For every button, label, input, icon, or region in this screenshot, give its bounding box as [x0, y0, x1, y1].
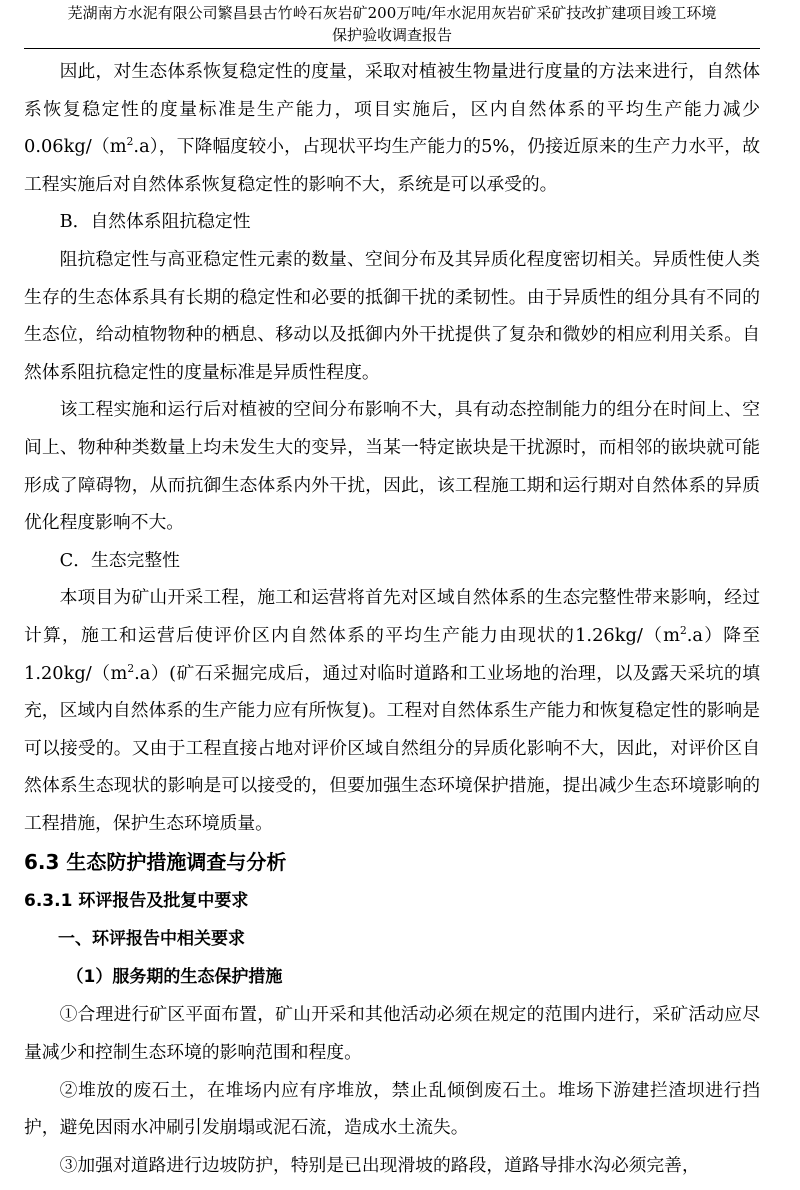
document-page — [24, 0, 760, 1184]
header-title-line1: 芜湖南方水泥有限公司繁昌县古竹岭石灰岩矿200万吨/年水泥用灰岩矿采矿技改扩建项目竣工环境 — [67, 4, 717, 22]
section-heading-6-3: 6.3 生态防护措施调查与分析 — [24, 850, 287, 875]
paragraph-engineering-impact: 该工程实施和运行后对植被的空间分布影响不大，具有动态控制能力的组分在时间上、空间上、物种种类数量上均未发生大的变异，当某一特定嵌块是干扰源时，而相邻的嵌块就可能形成了障碍物，从而抗御生态体系内外干扰，因此，该工程施工期和运行期对自然体系的异质优化程度影响不大。 — [24, 399, 760, 534]
subheading-b: B．自然体系阻抗稳定性 — [59, 211, 251, 233]
paragraph-resistance-stability: 阻抗稳定性与高亚稳定性元素的数量、空间分布及其异质化程度密切相关。异质性使人类生存的生态体系具有长期的稳定性和必要的抵御干扰的柔韧性。由于异质性的组分具有不同的生态位，给动植物物种的栖息、移动以及抵御内外干扰提供了复杂和微妙的相应利用关系。自然体系阻抗稳定性的度量标准是异质性程度。 — [24, 248, 760, 383]
paragraph-ecological-integrity: 本项目为矿山开采工程，施工和运营将首先对区域自然体系的生态完整性带来影响，经过计算，施工和运营后使评价区内自然体系的平均生产能力由现状的$1.26kg/(m^2.a)$降至$1.20kg/(m^2.a)$(矿石采掘完成后，通过对临时道路和工业场地的治理，以及露天采坑的填充，区域内自然体系的生产能力应有所恢复)。工程对自然体系生产能力和恢复稳定性的影响是可以接受的。又由于工程直接占地对评价区域自然组分的异质化影响不大，因此，对评价区自然体系生态现状的影响是可以接受的，但要加强生态环境保护措施，提出减少生态环境影响的工程措施，保护生态环境质量。 — [24, 587, 760, 834]
section-heading-6-3-1: 6.3.1 环评报告及批复中要求 — [24, 891, 249, 912]
paragraph-recovery-stability: 因此，对生态体系恢复稳定性的度量，采取对植被生物量进行度量的方法来进行，自然体系恢复稳定性的度量标准是生产能力，项目实施后，区内自然体系的平均生产能力减少$0.06kg/(m^2.a)$，下降幅度较小，占现状平均生产能力的5%，仍接近原来的生产力水平，故工程实施后对自然体系恢复稳定性的影响不大，系统是可以承受的。 — [24, 61, 760, 195]
heading-service-period-measures: （1）服务期的生态保护措施 — [66, 967, 283, 988]
list-item: ③加强对道路进行边坡防护，特别是已出现滑坡的路段，道路导排水沟必须完善， — [59, 1154, 700, 1176]
list-item: ①合理进行矿区平面布置，矿山开采和其他活动必须在规定的范围内进行，采矿活动应尽量减少和控制生态环境的影响范围和程度。 — [24, 1004, 760, 1064]
page-header — [24, 0, 760, 46]
subheading-c: C．生态完整性 — [59, 549, 180, 571]
list-item: ②堆放的废石土，在堆场内应有序堆放，禁止乱倾倒废石土。堆场下游建拦渣坝进行挡护，避免因雨水冲刷引发崩塌或泥石流，造成水土流失。 — [24, 1079, 760, 1139]
header-title-line2: 保护验收调查报告 — [331, 26, 452, 44]
heading-eia-requirements: 一、环评报告中相关要求 — [58, 929, 245, 950]
document-body — [24, 49, 760, 1184]
